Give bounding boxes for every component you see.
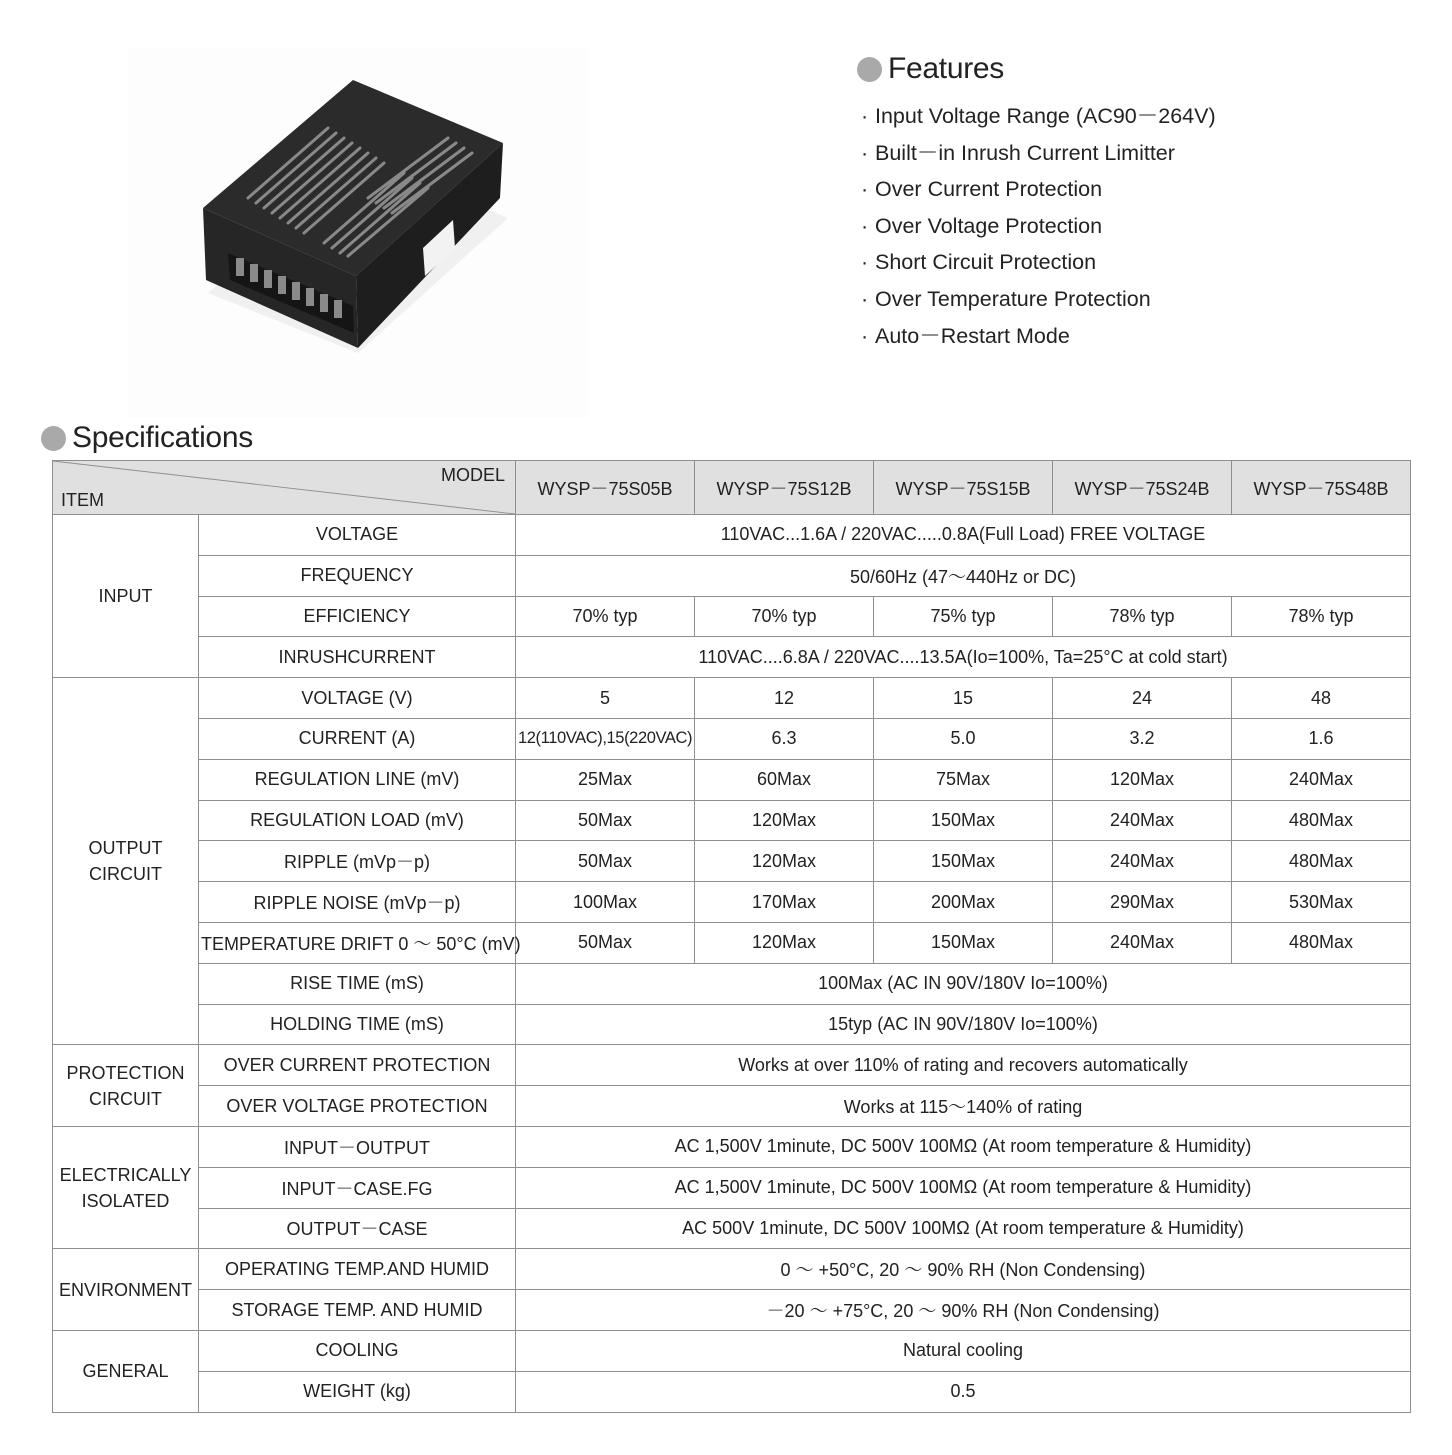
cell: 75Max <box>874 759 1053 800</box>
table-row <box>53 1208 1411 1249</box>
row-label: REGULATION LOAD (mV) <box>199 800 516 841</box>
cell: 5.0 <box>874 718 1053 759</box>
bullet-dot-icon <box>41 426 66 451</box>
group-protection-circuit: PROTECTION CIRCUIT <box>53 1045 199 1127</box>
row-label: INRUSHCURRENT <box>199 637 516 678</box>
cell: 6.3 <box>695 718 874 759</box>
cell: 15 <box>874 678 1053 719</box>
row-label: RIPPLE NOISE (mVp－p) <box>199 882 516 923</box>
cell: 5 <box>516 678 695 719</box>
row-label: FREQUENCY <box>199 555 516 596</box>
features-title: Features <box>888 52 1004 85</box>
list-item: · Over Voltage Protection <box>861 213 1103 238</box>
row-label: INPUT－CASE.FG <box>199 1167 516 1208</box>
table-header-row <box>53 461 1411 515</box>
cell: 240Max <box>1053 841 1232 882</box>
row-label: OVER CURRENT PROTECTION <box>199 1045 516 1086</box>
row-label: RIPPLE (mVp－p) <box>199 841 516 882</box>
row-label: REGULATION LINE (mV) <box>199 759 516 800</box>
cell: 120Max <box>695 922 874 963</box>
row-value: 15typ (AC IN 90V/180V Io=100%) <box>516 1004 1411 1045</box>
table-row <box>53 1330 1411 1371</box>
table-row <box>53 922 1411 963</box>
table-row <box>53 1126 1411 1167</box>
cell: 120Max <box>1053 759 1232 800</box>
specifications-title: Specifications <box>72 421 253 454</box>
cell: 480Max <box>1232 922 1411 963</box>
table-row <box>53 1371 1411 1412</box>
row-label: COOLING <box>199 1330 516 1371</box>
cell: 25Max <box>516 759 695 800</box>
row-label: VOLTAGE (V) <box>199 678 516 719</box>
cell: 3.2 <box>1053 718 1232 759</box>
cell: 24 <box>1053 678 1232 719</box>
row-value: Works at over 110% of rating and recovers automatically <box>516 1045 1411 1086</box>
model-header-cell: WYSP－75S24B <box>1053 461 1232 515</box>
row-value: 50/60Hz (47～440Hz or DC) <box>516 555 1411 596</box>
table-row <box>53 963 1411 1004</box>
model-header-cell: WYSP－75S15B <box>874 461 1053 515</box>
cell: 480Max <box>1232 841 1411 882</box>
group-input: INPUT <box>53 515 199 678</box>
row-value: AC 1,500V 1minute, DC 500V 100MΩ (At room temperature & Humidity) <box>516 1167 1411 1208</box>
cell: 150Max <box>874 841 1053 882</box>
row-value: AC 1,500V 1minute, DC 500V 100MΩ (At room temperature & Humidity) <box>516 1126 1411 1167</box>
cell: 120Max <box>695 841 874 882</box>
cell: 240Max <box>1053 922 1232 963</box>
group-electrically-isolated: ELECTRICALLY ISOLATED <box>53 1126 199 1248</box>
cell: 150Max <box>874 922 1053 963</box>
table-row <box>53 1290 1411 1331</box>
cell: 120Max <box>695 800 874 841</box>
row-value: 0.5 <box>516 1371 1411 1412</box>
model-header: MODEL <box>440 465 505 485</box>
row-label: RISE TIME (mS) <box>199 963 516 1004</box>
cell: 12 <box>695 678 874 719</box>
row-label: OPERATING TEMP.AND HUMID <box>199 1249 516 1290</box>
cell: 530Max <box>1232 882 1411 923</box>
list-item: · Input Voltage Range (AC90－264V) <box>861 104 1216 128</box>
cell: 200Max <box>874 882 1053 923</box>
cell: 50Max <box>516 800 695 841</box>
cell: 170Max <box>695 882 874 923</box>
cell: 50Max <box>516 922 695 963</box>
row-value: 100Max (AC IN 90V/180V Io=100%) <box>516 963 1411 1004</box>
list-item: · Short Circuit Protection <box>861 250 1097 275</box>
row-label: WEIGHT (kg) <box>199 1371 516 1412</box>
cell: 12(110VAC),15(220VAC) <box>516 718 695 759</box>
row-label: STORAGE TEMP. AND HUMID <box>199 1290 516 1331</box>
cell: 1.6 <box>1232 718 1411 759</box>
group-environment: ENVIRONMENT <box>53 1249 199 1331</box>
list-item: · Auto－Restart Mode <box>861 323 1070 348</box>
table-row <box>53 515 1411 556</box>
model-header-cell: WYSP－75S05B <box>516 461 695 515</box>
cell: 78% typ <box>1053 596 1232 637</box>
list-item: · Built－in Inrush Current Limitter <box>861 140 1175 165</box>
row-value: Works at 115～140% of rating <box>516 1086 1411 1127</box>
cell: 240Max <box>1232 759 1411 800</box>
model-item-corner <box>53 461 516 515</box>
group-general: GENERAL <box>53 1330 199 1412</box>
row-label: CURRENT (A) <box>199 718 516 759</box>
row-label: TEMPERATURE DRIFT 0 ～ 50°C (mV) <box>199 922 516 963</box>
group-output-circuit: OUTPUT CIRCUIT <box>53 678 199 1045</box>
spec-table <box>52 460 1411 1413</box>
table-row <box>53 555 1411 596</box>
table-row <box>53 841 1411 882</box>
row-value: 110VAC...1.6A / 220VAC.....0.8A(Full Load) FREE VOLTAGE <box>516 515 1411 556</box>
cell: 290Max <box>1053 882 1232 923</box>
table-row <box>53 637 1411 678</box>
table-row <box>53 718 1411 759</box>
table-row <box>53 1249 1411 1290</box>
table-row <box>53 596 1411 637</box>
table-row <box>53 1086 1411 1127</box>
table-row <box>53 882 1411 923</box>
cell: 480Max <box>1232 800 1411 841</box>
row-value: －20 ～ +75°C, 20 ～ 90% RH (Non Condensing) <box>516 1290 1411 1331</box>
row-value: Natural cooling <box>516 1330 1411 1371</box>
row-value: 0 ～ +50°C, 20 ～ 90% RH (Non Condensing) <box>516 1249 1411 1290</box>
table-row <box>53 759 1411 800</box>
row-value: 110VAC....6.8A / 220VAC....13.5A(Io=100%, Ta=25°C at cold start) <box>516 637 1411 678</box>
row-label: VOLTAGE <box>199 515 516 556</box>
row-label: OUTPUT－CASE <box>199 1208 516 1249</box>
cell: 48 <box>1232 678 1411 719</box>
item-header: ITEM <box>61 490 104 510</box>
row-label: INPUT－OUTPUT <box>199 1126 516 1167</box>
product-photo <box>128 48 588 418</box>
table-row <box>53 1167 1411 1208</box>
features-list <box>857 98 1417 354</box>
cell: 70% typ <box>695 596 874 637</box>
row-value: AC 500V 1minute, DC 500V 100MΩ (At room temperature & Humidity) <box>516 1208 1411 1249</box>
row-label: HOLDING TIME (mS) <box>199 1004 516 1045</box>
cell: 75% typ <box>874 596 1053 637</box>
table-row <box>53 800 1411 841</box>
cell: 100Max <box>516 882 695 923</box>
table-row <box>53 1004 1411 1045</box>
cell: 60Max <box>695 759 874 800</box>
table-row <box>53 1045 1411 1086</box>
specifications-heading <box>41 421 253 455</box>
cell: 240Max <box>1053 800 1232 841</box>
cell: 70% typ <box>516 596 695 637</box>
list-item: · Over Temperature Protection <box>861 286 1151 311</box>
model-header-cell: WYSP－75S48B <box>1232 461 1411 515</box>
model-header-cell: WYSP－75S12B <box>695 461 874 515</box>
cell: 78% typ <box>1232 596 1411 637</box>
table-row <box>53 678 1411 719</box>
cell: 150Max <box>874 800 1053 841</box>
bullet-dot-icon <box>857 57 882 82</box>
cell: 50Max <box>516 841 695 882</box>
features-section <box>857 52 1417 354</box>
row-label: OVER VOLTAGE PROTECTION <box>199 1086 516 1127</box>
row-label: EFFICIENCY <box>199 596 516 637</box>
list-item: · Over Current Protection <box>861 177 1103 202</box>
